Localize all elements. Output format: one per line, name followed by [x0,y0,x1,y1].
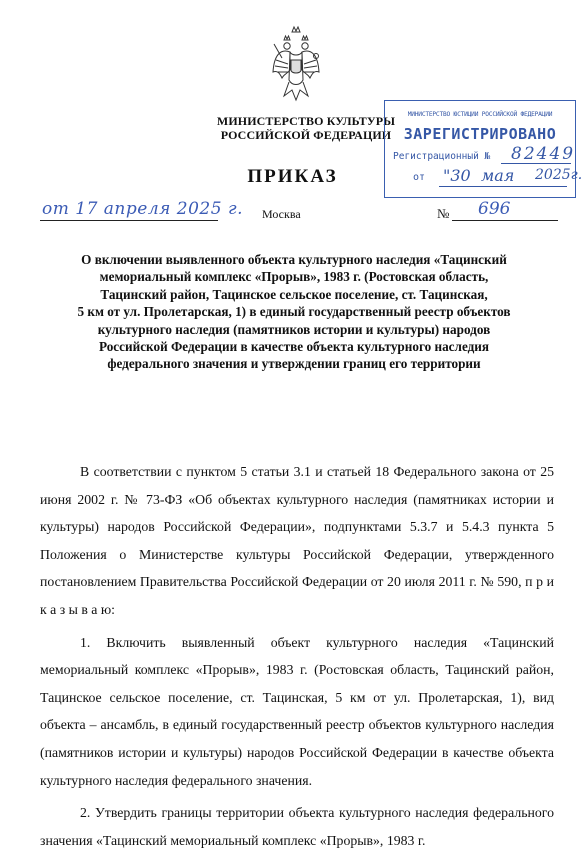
document-body [40,458,554,859]
order-title: ПРИКАЗ [247,166,338,187]
stamp-department: МИНИСТЕРСТВО ЮСТИЦИИ РОССИЙСКОЙ ФЕДЕРАЦИИ [407,111,553,118]
stamp-reg-number: 82449 [511,144,576,164]
order-date: от 17 апреля 2025 г. [42,199,243,219]
ministry-line-1: МИНИСТЕРСТВО КУЛЬТУРЫ [216,114,396,128]
ministry-name [212,114,400,142]
body-paragraph-2: 2. Утвердить границы территории объекта культурного наследия федерального значения «Тацинский мемориальный комплекс «Прорыв», 1983 г. [40,805,554,848]
order-number: 696 [478,199,511,219]
stamp-number-underline [501,163,571,164]
heading-line: Тацинский район, Тацинское сельское поселение, ст. Тацинская, [100,286,488,302]
stamp-date-month: мая [481,166,515,185]
number-label: № [437,206,450,221]
ministry-line-2: РОССИЙСКОЙ ФЕДЕРАЦИИ [220,128,392,142]
document-heading [58,251,530,373]
heading-line: культурного наследия (памятников истории и культуры) народов [97,321,491,337]
stamp-title: ЗАРЕГИСТРИРОВАНО [403,125,557,143]
city: Москва [262,207,301,221]
stamp-from-label: от [413,172,426,183]
body-paragraph-1: 1. Включить выявленный объект культурного наследия «Тацинский мемориальный комплекс «Прорыв», 1983 г. (Ростовская область, Тацинский район, Тацинское сельское поселение, ст. Тацинская, 5 км от ул. Пролетарская, 1), вид объекта – ансамбль, в единый государственный реестр объектов культурного наследия (памятников истории и культуры) народов Российской Федерации в качестве объекта культурного наследия федерального значения. [40,634,554,788]
heading-line: О включении выявленного объекта культурного наследия «Тацинский [81,252,507,267]
date-underline [40,220,218,221]
stamp-reg-label: Регистрационный № [393,151,491,162]
number-underline [452,220,558,221]
heading-line: федерального значения и утверждении границ его территории [107,356,481,372]
heading-line: мемориальный комплекс «Прорыв», 1983 г. (Ростовская область, [99,269,489,285]
body-paragraph-preamble: В соответствии с пунктом 5 статьи 3.1 и статьей 18 Федерального закона от 25 июня 2002 г. № 73-ФЗ «Об объектах культурного наследия (памятниках истории и культуры) народов Российской Федерации», подпунктами 5.3.7 и 5.4.3 пункта 5 Положения о Министерстве культуры Российской Федерации, утвержденного постановлением Правительства Российской Федерации от 20 июля 2011 г. № 590, п р и к а з ы в а ю: [40,464,554,617]
heading-line: Российской Федерации в качестве объекта культурного наследия [98,339,490,355]
stamp-date-year: 2025г. [535,167,583,183]
stamp-date-day: "30 [443,166,471,185]
coat-of-arms-icon [270,22,322,112]
heading-line: 5 км от ул. Пролетарская, 1) в единый государственный реестр объектов [77,304,511,320]
